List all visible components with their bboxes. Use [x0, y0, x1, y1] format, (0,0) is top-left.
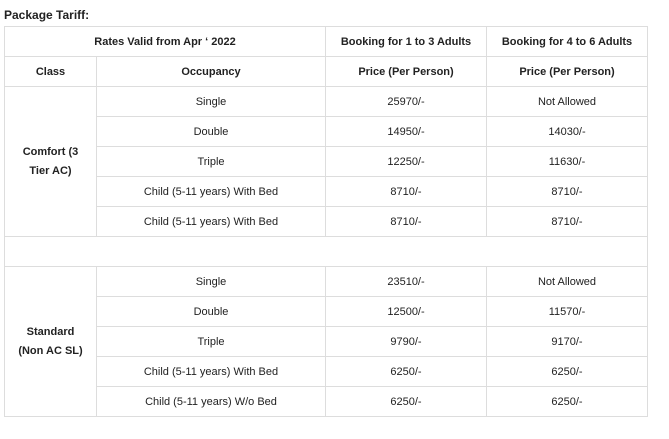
price-cell: 6250/-: [487, 357, 648, 387]
price-cell: Not Allowed: [487, 87, 648, 117]
price-cell: 12250/-: [326, 147, 487, 177]
occupancy-cell: Triple: [97, 147, 326, 177]
header-row-columns: [5, 57, 648, 87]
occupancy-cell: Triple: [97, 327, 326, 357]
price-cell: 14030/-: [487, 117, 648, 147]
occupancy-cell: Single: [97, 87, 326, 117]
spacer-cell: [5, 237, 648, 267]
price-cell: 6250/-: [326, 357, 487, 387]
table-row: [5, 117, 648, 147]
booking-4-6-header: Booking for 4 to 6 Adults: [487, 27, 648, 57]
price-cell: 6250/-: [487, 387, 648, 417]
price-cell: 8710/-: [326, 207, 487, 237]
price-cell: 11570/-: [487, 297, 648, 327]
price-cell: Not Allowed: [487, 267, 648, 297]
spacer-row: [5, 237, 648, 267]
occupancy-cell: Double: [97, 297, 326, 327]
table-row: [5, 387, 648, 417]
occupancy-cell: Child (5-11 years) With Bed: [97, 177, 326, 207]
table-row: [5, 267, 648, 297]
rates-valid-header: Rates Valid from Apr ‘ 2022: [5, 27, 326, 57]
header-row-booking: [5, 27, 648, 57]
price-cell: 6250/-: [326, 387, 487, 417]
tariff-table: [4, 26, 648, 417]
table-row: [5, 147, 648, 177]
price-cell: 8710/-: [487, 177, 648, 207]
price-cell: 14950/-: [326, 117, 487, 147]
price-1-3-header: Price (Per Person): [326, 57, 487, 87]
booking-1-3-header: Booking for 1 to 3 Adults: [326, 27, 487, 57]
price-cell: 9790/-: [326, 327, 487, 357]
price-cell: 12500/-: [326, 297, 487, 327]
class-cell: [5, 87, 97, 237]
class-name-line: (Non AC SL): [18, 344, 83, 357]
class-name-line: Tier AC): [29, 164, 72, 177]
price-cell: 25970/-: [326, 87, 487, 117]
price-cell: 11630/-: [487, 147, 648, 177]
occupancy-cell: Child (5-11 years) With Bed: [97, 357, 326, 387]
occupancy-cell: Single: [97, 267, 326, 297]
price-cell: 8710/-: [326, 177, 487, 207]
table-row: [5, 177, 648, 207]
price-cell: 8710/-: [487, 207, 648, 237]
class-cell: [5, 267, 97, 417]
class-name-line: Comfort (3: [22, 145, 79, 158]
occupancy-cell: Child (5-11 years) With Bed: [97, 207, 326, 237]
price-cell: 9170/-: [487, 327, 648, 357]
table-row: [5, 297, 648, 327]
occupancy-header: Occupancy: [97, 57, 326, 87]
table-row: [5, 327, 648, 357]
occupancy-cell: Child (5-11 years) W/o Bed: [97, 387, 326, 417]
price-cell: 23510/-: [326, 267, 487, 297]
page-title: Package Tariff:: [4, 8, 90, 22]
table-row: [5, 87, 648, 117]
occupancy-cell: Double: [97, 117, 326, 147]
table-row: [5, 357, 648, 387]
table-row: [5, 207, 648, 237]
class-header: Class: [5, 57, 97, 87]
price-4-6-header: Price (Per Person): [487, 57, 648, 87]
class-name-line: Standard: [26, 325, 75, 338]
